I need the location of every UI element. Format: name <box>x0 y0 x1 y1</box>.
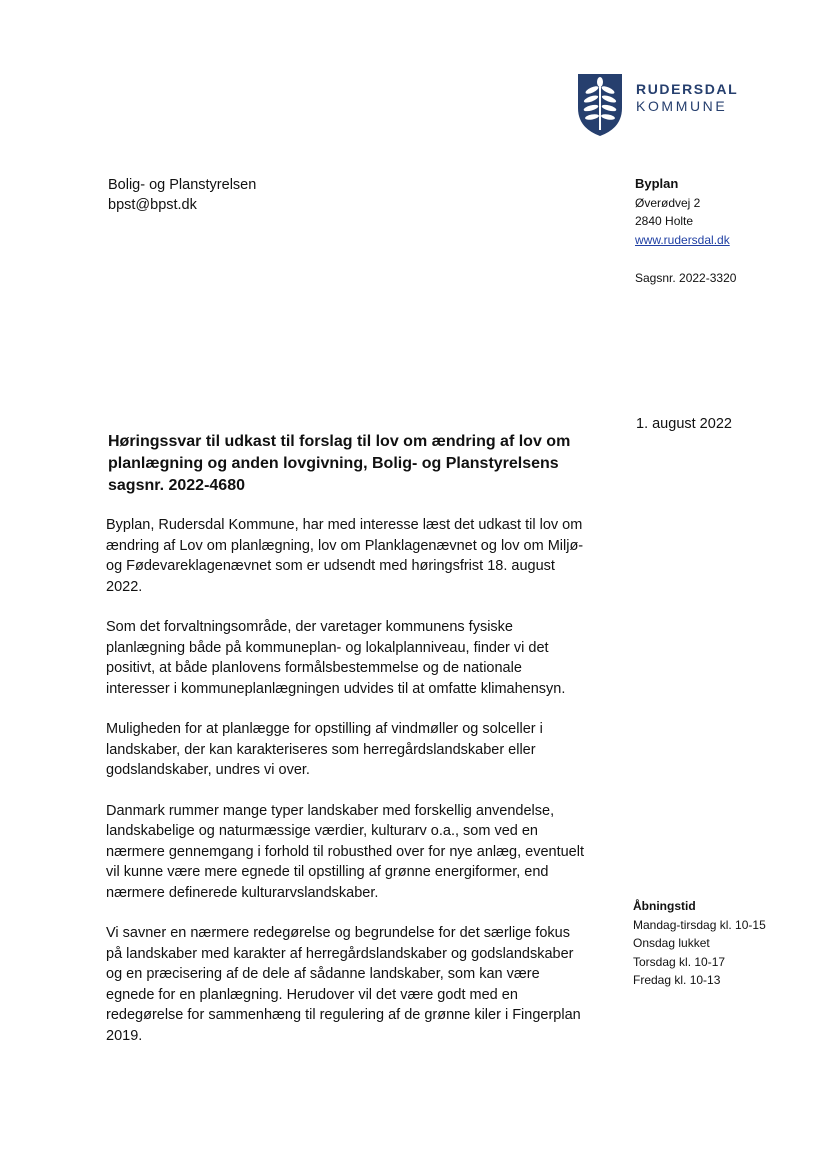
body-paragraph: Byplan, Rudersdal Kommune, har med interesse læst det udkast til lov om ændring af Lov om planlægning, lov om Planklagenævnet og lov om Miljø- og Fødevareklagenævnet som er udsendt med høringsfrist 18. august 2022. <box>106 517 584 595</box>
opening-hours-line: Fredag kl. 10-13 <box>633 973 721 987</box>
sender-block <box>635 175 730 249</box>
recipient-name: Bolig- og Planstyrelsen <box>108 177 257 193</box>
letter-heading: Høringssvar til udkast til forslag til lov om ændring af lov om planlægning og anden lovgivning, Bolig- og Planstyrelsens sagsnr. 2022-4680 <box>108 433 571 494</box>
body-paragraph: Muligheden for at planlægge for opstilling af vindmøller og solceller i landskaber, der kan karakteriseres som herregårdslandskaber eller godslandskaber, undres vi over. <box>106 721 543 778</box>
opening-hours-line: Onsdag lukket <box>633 936 710 950</box>
sender-street: Øverødvej 2 <box>635 195 701 210</box>
letter-body <box>106 515 586 1066</box>
sender-department: Byplan <box>635 176 679 191</box>
opening-hours-line: Mandag-tirsdag kl. 10-15 <box>633 917 766 932</box>
logo-text-kommune: KOMMUNE <box>636 98 728 114</box>
sender-city: 2840 Holte <box>635 214 694 228</box>
body-paragraph: Som det forvaltningsområde, der varetager kommunens fysiske planlægning både på kommuneplan- og lokalplanniveau, finder vi det positivt, at både planlovens formålsbestemmelse og de nationale interesser i kommuneplanlægningen udvides til at omfatte klimahensyn. <box>106 619 566 697</box>
sender-website-link[interactable]: www.rudersdal.dk <box>635 232 730 247</box>
opening-hours-line: Torsdag kl. 10-17 <box>633 954 726 969</box>
logo-text-rudersdal: RUDERSDAL <box>636 81 739 97</box>
opening-hours <box>633 897 766 990</box>
body-paragraph: Vi savner en nærmere redegørelse og begrundelse for det særlige fokus på landskaber med karakter af herregårdslandskaber og godslandskaber og en præcisering af de dele af sådanne landskaber, som kan være egnede for en planlægning. Herudover vil det være godt med en redegørelse for sammenhæng til regulering af de grønne kiler i Fingerplan 2019. <box>106 925 581 1044</box>
body-paragraph: Danmark rummer mange typer landskaber med forskellig anvendelse, landskabelige og naturmæssige værdier, kulturarv o.a., som ved en nærmere gennemgang i forhold til robusthed over for nye anlæg, eventuelt vil kunne være mere egnede til opstilling af grønne energiformer, end nærmere definerede kulturarvslandskaber. <box>106 802 584 901</box>
municipality-logo <box>576 72 746 138</box>
opening-hours-title: Åbningstid <box>633 899 696 913</box>
recipient-block <box>108 175 256 215</box>
recipient-email: bpst@bpst.dk <box>108 197 197 213</box>
case-number: Sagsnr. 2022-3320 <box>635 271 737 285</box>
coat-of-arms-icon <box>576 72 624 138</box>
letter-date: 1. august 2022 <box>636 416 732 432</box>
